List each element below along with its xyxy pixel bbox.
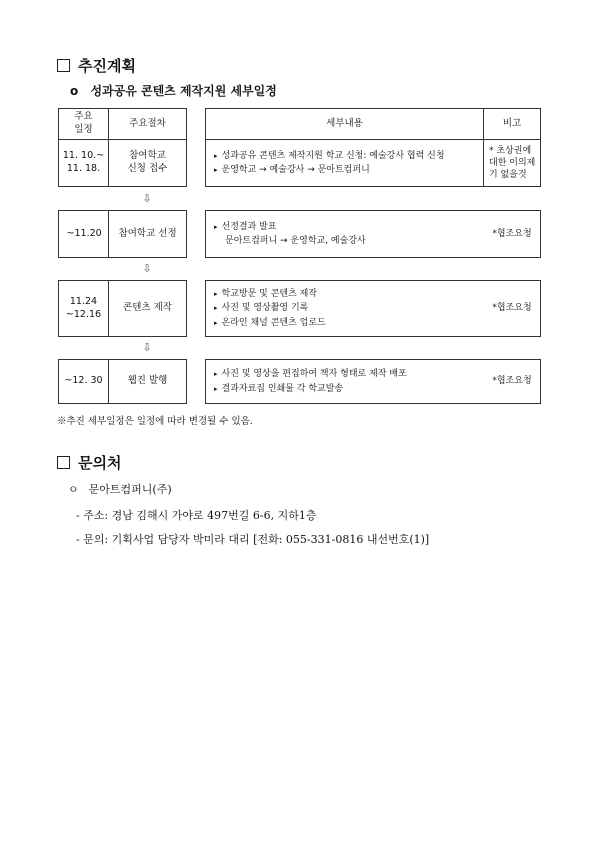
- row3-schedule: 11.24 ~12.16: [58, 280, 109, 337]
- contact-inquiry: - 문의: 기획사업 담당자 박미라 대리 [전화: 055-331-0816 내선번호(1)]: [76, 533, 430, 546]
- list-item: ▸ 선정결과 발표: [214, 221, 277, 232]
- row4-procedure: 웹진 발행: [108, 359, 187, 404]
- header-note: 비고: [483, 108, 541, 140]
- checkbox-icon: [57, 456, 70, 469]
- bullet-triangle-icon: ▸: [214, 384, 218, 393]
- down-arrow-icon: ⇩: [142, 192, 152, 205]
- row1-note: * 초상권에 대한 이의제 기 없을것: [483, 139, 541, 187]
- list-item: ▸ 운영학교 → 예술강사 → 문아트컴퍼니: [214, 165, 370, 175]
- list-item: ▸ 사진 및 영상을 편집하여 책자 형태로 제작 배포: [214, 369, 407, 380]
- row4-schedule: ~12. 30: [58, 359, 109, 404]
- checkbox-icon: [57, 59, 70, 72]
- bullet-triangle-icon: ▸: [214, 318, 218, 327]
- section-title-text: 문의처: [78, 454, 122, 472]
- sub-title-bullet: o: [70, 84, 79, 98]
- list-sub-item: 문아트컴퍼니 → 운영학교, 예술강사: [225, 236, 366, 246]
- row4-note: *협조요청: [492, 376, 532, 387]
- header-schedule: 주요 일정: [58, 108, 109, 140]
- row3-note: *협조요청: [492, 303, 532, 314]
- row2-procedure: 참여학교 선정: [118, 227, 177, 239]
- header-details: 세부내용: [205, 108, 484, 140]
- row2-schedule: ~11.20: [66, 227, 102, 239]
- down-arrow-icon: ⇩: [142, 341, 152, 354]
- bullet-triangle-icon: ▸: [214, 151, 218, 160]
- section-title-text: 추진계획: [78, 57, 136, 75]
- bullet-triangle-icon: ▸: [214, 222, 218, 231]
- bullet-triangle-icon: ▸: [214, 289, 218, 298]
- row2-left: [58, 210, 187, 258]
- contact-company: [68, 481, 172, 497]
- bullet-triangle-icon: ▸: [214, 304, 218, 313]
- footnote: ※추진 세부일정은 일정에 따라 변경될 수 있음.: [57, 416, 253, 427]
- row1-schedule: 11. 10.~ 11. 18.: [58, 139, 109, 187]
- bullet-triangle-icon: ▸: [214, 166, 218, 174]
- company-bullet: ㅇ: [68, 483, 79, 496]
- list-item: ▸ 온라인 채널 콘텐츠 업로드: [214, 317, 326, 328]
- list-item: ▸ 결과자료집 인쇄물 각 학교발송: [214, 383, 344, 394]
- list-item: ▸ 학교방문 및 콘텐츠 제작: [214, 288, 318, 299]
- row1-procedure: 참여학교 신청 접수: [108, 139, 187, 187]
- sub-title: [70, 82, 277, 99]
- bullet-triangle-icon: ▸: [214, 370, 218, 379]
- row3-procedure: 콘텐츠 제작: [108, 280, 187, 337]
- row1-details: [205, 139, 484, 187]
- section-title-plan: [57, 55, 136, 76]
- contact-address: - 주소: 경남 김해시 가야로 497번길 6-6, 지하1층: [76, 509, 317, 522]
- header-procedure: 주요절차: [108, 108, 187, 140]
- list-item: ▸ 사진 및 영상촬영 기록: [214, 303, 309, 314]
- company-name: 문아트컴퍼니(주): [88, 483, 172, 496]
- section-title-contact: [57, 452, 121, 473]
- sub-title-text: 성과공유 콘텐츠 제작지원 세부일정: [90, 84, 277, 98]
- row2-note: *협조요청: [492, 228, 532, 239]
- list-item: ▸ 성과공유 콘텐츠 제작지원 학교 신청: 예술강사 협력 신청: [214, 150, 445, 161]
- divider: [108, 210, 109, 258]
- down-arrow-icon: ⇩: [142, 262, 152, 275]
